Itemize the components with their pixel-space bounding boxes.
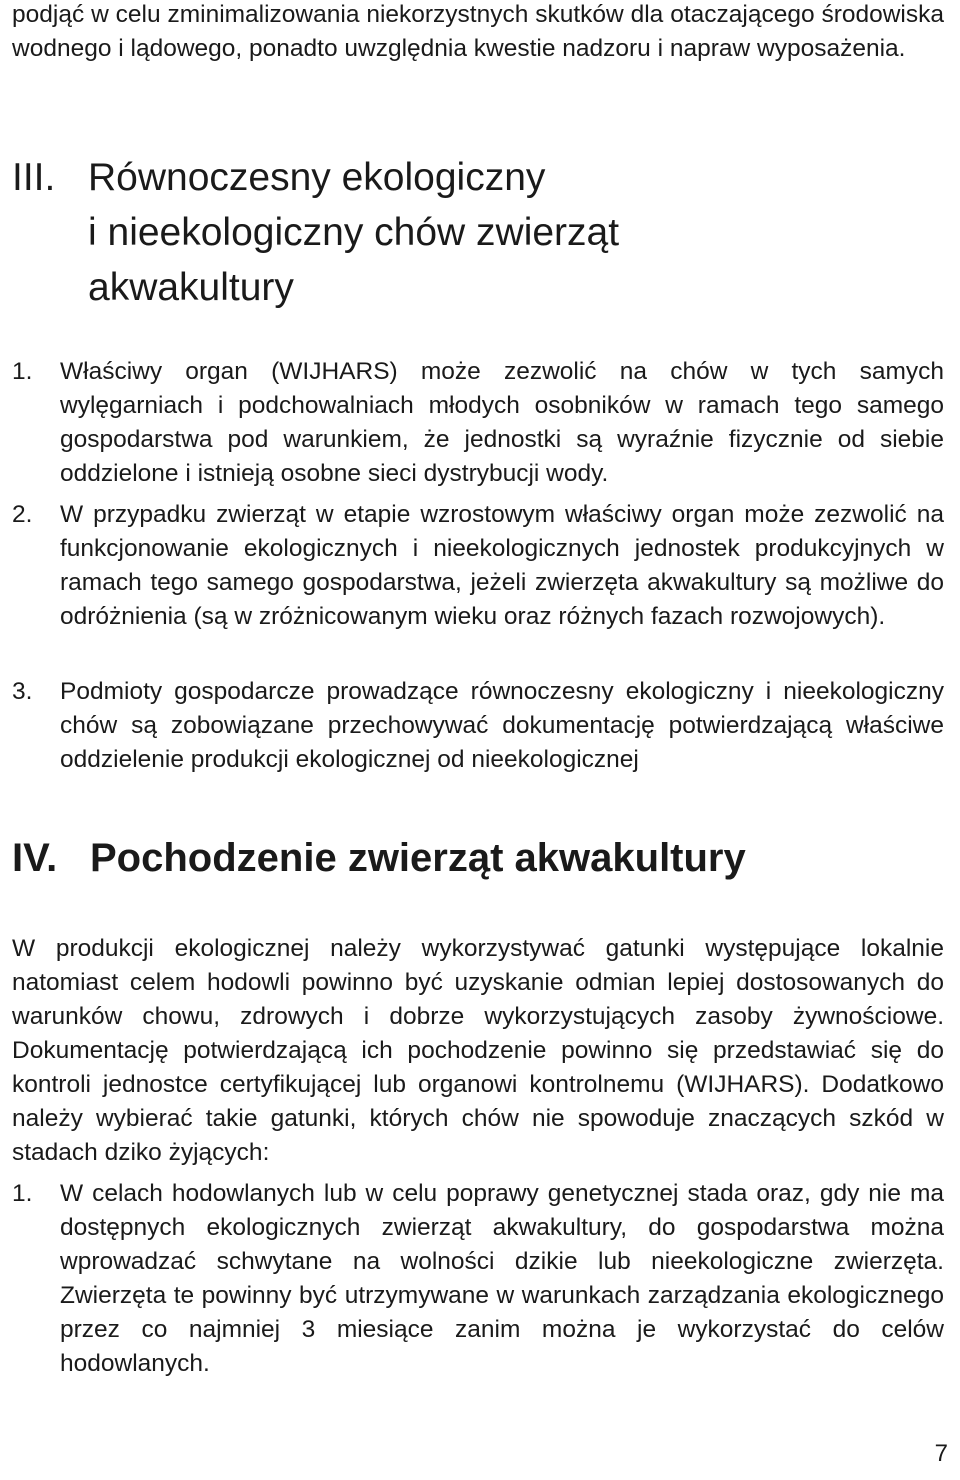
- section-4-item: [12, 1177, 944, 1381]
- section-3-title-line: Równoczesny ekologiczny: [88, 156, 546, 199]
- section-3-title: [88, 150, 888, 315]
- section-3-item: [12, 355, 944, 491]
- section-4-title: Pochodzenie zwierząt akwakultury: [90, 836, 746, 880]
- item-number: 1.: [12, 1180, 33, 1207]
- section-3-item: [12, 498, 944, 634]
- item-text: W przypadku zwierząt w etapie wzrostowym właściwy organ może zezwolić na funkcjonowanie ekologicznych i nieekologicznych jednostek produkcyjnych w ramach tego samego gospodarstwa, jeżeli zwierzęta akwakultury są możliwe do odróżnienia (są w zróżnicowanym wieku oraz różnych fazach rozwojowych).: [60, 501, 944, 630]
- item-text: Podmioty gospodarcze prowadzące równoczesny ekologiczny i nieekologiczny chów są zobowiązane przechowywać dokumentację potwierdzającą właściwe oddzielenie produkcji ekologicznej od nieekologicznej: [60, 678, 944, 773]
- section-3-title-line: i nieekologiczny chów zwierząt: [88, 211, 620, 254]
- page-number: 7: [934, 1440, 948, 1467]
- item-number: 1.: [12, 358, 33, 385]
- section-3-item: [12, 675, 944, 777]
- item-number: 3.: [12, 678, 33, 705]
- section-3-number: III.: [12, 156, 56, 199]
- item-text: W celach hodowlanych lub w celu poprawy genetycznej stada oraz, gdy nie ma dostępnych ekologicznych zwierząt akwakultury, do gospodarstwa można wprowadzać schwytane na wolności dzikie lub nieekologiczne zwierzęta. Zwierzęta te powinny być utrzymywane w warunkach zarządzania ekologicznego przez co najmniej 3 miesiące zanim można je wykorzystać do celów hodowlanych.: [60, 1180, 944, 1377]
- intro-paragraph: podjąć w celu zminimalizowania niekorzystnych skutków dla otaczającego środowiska wodnego i lądowego, ponadto uwzględnia kwestie nadzoru i napraw wyposażenia.: [12, 1, 944, 62]
- item-text: Właściwy organ (WIJHARS) może zezwolić na chów w tych samych wylęgarniach i podchowalniach młodych osobników w ramach tego samego gospodarstwa pod warunkiem, że jednostki są wyraźnie fizycznie od siebie oddzielone i istnieją osobne sieci dystrybucji wody.: [60, 358, 944, 487]
- section-4-number: IV.: [12, 836, 58, 880]
- section-3-title-line: akwakultury: [88, 266, 294, 309]
- section-4-paragraph: W produkcji ekologicznej należy wykorzystywać gatunki występujące lokalnie natomiast celem hodowli powinno być uzyskanie odmian lepiej dostosowanych do warunków chowu, zdrowych i dobrze wykorzystujących zasoby żywnościowe. Dokumentację potwierdzającą ich pochodzenie powinno się przedstawiać się do kontroli jednostce certyfikującej lub organowi kontrolnemu (WIJHARS). Dodatkowo należy wybierać takie gatunki, których chów nie spowoduje znaczących szkód w stadach dziko żyjących:: [12, 935, 944, 1166]
- item-number: 2.: [12, 501, 33, 528]
